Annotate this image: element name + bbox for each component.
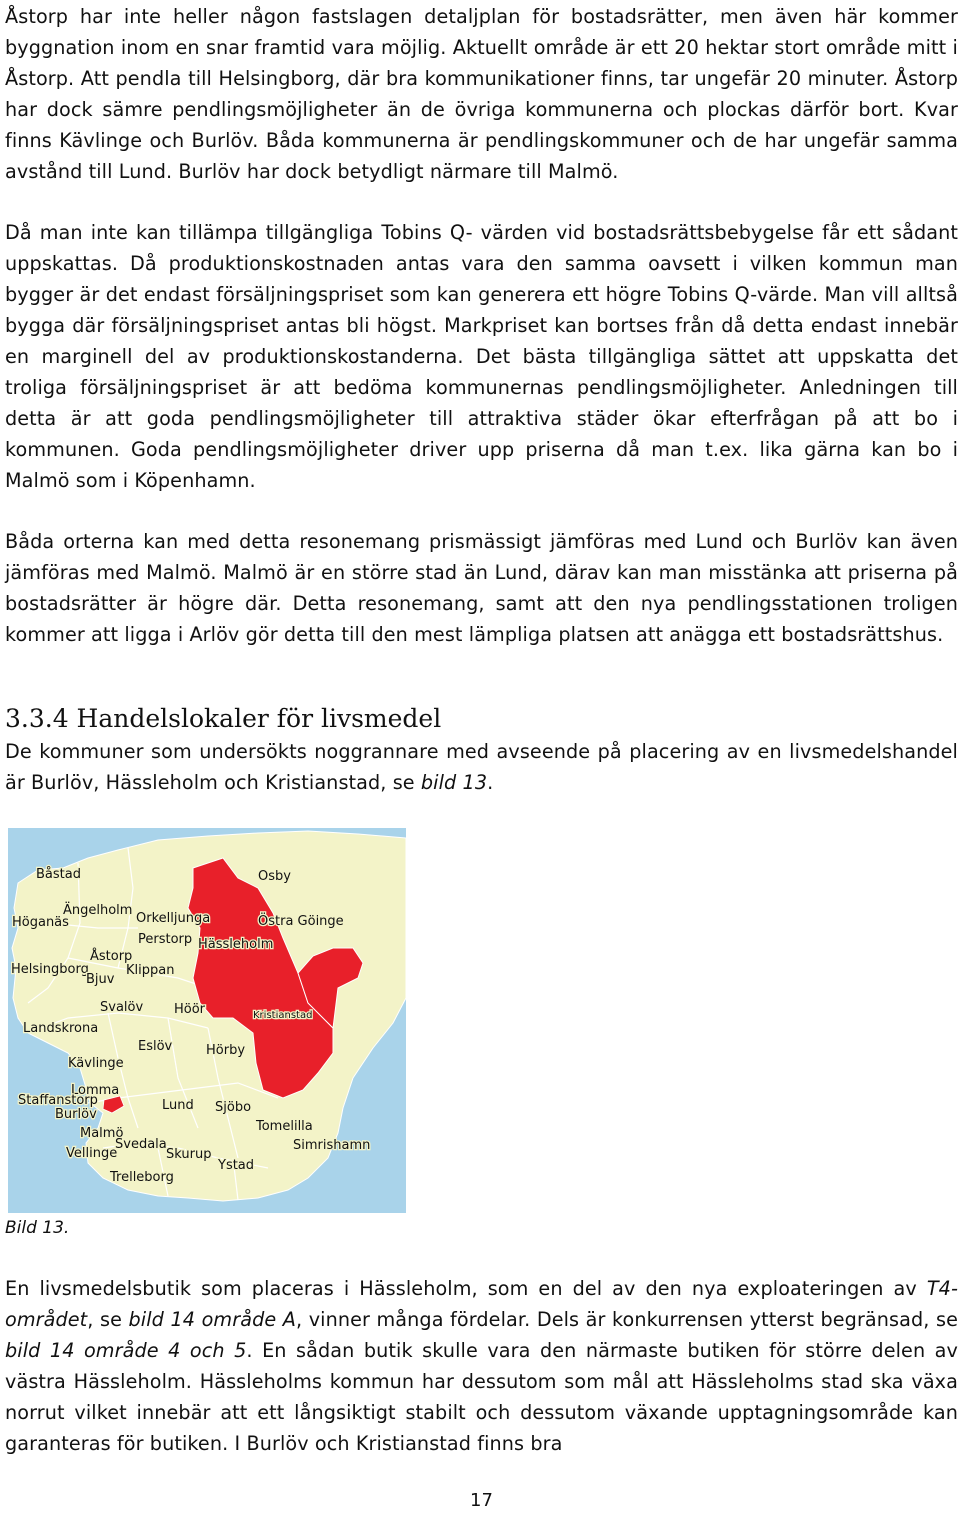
label-trelleborg: Trelleborg — [110, 1170, 174, 1185]
label-skurup: Skurup — [166, 1147, 212, 1162]
label-tomelilla: Tomelilla — [256, 1119, 313, 1134]
label-klippan: Klippan — [126, 963, 175, 978]
p5-text-b: , se — [87, 1308, 129, 1331]
label-simrishamn: Simrishamn — [293, 1138, 371, 1153]
label-perstorp: Perstorp — [138, 932, 193, 947]
label-svedala: Svedala — [115, 1137, 167, 1152]
label-helsingborg: Helsingborg — [11, 962, 89, 977]
figure-14-4-5-reference: bild 14 område 4 och 5 — [5, 1339, 247, 1362]
p4-end: . — [487, 771, 494, 794]
figure-14a-reference: bild 14 område A — [128, 1308, 296, 1331]
label-eslov: Eslöv — [138, 1039, 173, 1054]
label-bjuv: Bjuv — [86, 972, 115, 987]
label-orkelljunga: Orkelljunga — [136, 911, 211, 926]
label-hoganas: Höganäs — [12, 915, 69, 930]
label-horby: Hörby — [206, 1043, 246, 1058]
label-astorp: Åstorp — [90, 949, 133, 964]
p5-text-c: , vinner många fördelar. Dels är konkurrensen ytterst begränsad, se — [295, 1308, 958, 1331]
label-bastad: Båstad — [36, 867, 81, 882]
p4-text: De kommuner som undersökts noggrannare med avseende på placering av en livsmedelshandel är Burlöv, Hässleholm och Kristianstad, se — [5, 740, 958, 794]
label-lund: Lund — [162, 1098, 194, 1113]
paragraph-comparison: Båda orterna kan med detta resonemang prismässigt jämföras med Lund och Burlöv kan även jämföras med Malmö. Malmö är en större stad än Lund, därav kan man misstänka att priserna på bostadsrätter är högre där. Detta resonemang, samt att den nya pendlingsstationen troligen kommer att ligga i Arlöv gör detta till den mest lämpliga platsen att anägga ett bostadsrättshus. — [5, 530, 958, 646]
label-ostra-goinge: Östra Göinge — [258, 914, 344, 929]
paragraph-astorp: Åstorp har inte heller någon fastslagen detaljplan för bostadsrätter, men även här kommer byggnation inom en snar framtid vara möjlig. Aktuellt område är ett 20 hektar stort område mitt i Åstorp. Att pendla till Helsingborg, där bra kommunikationer finns, tar ungefär 20 minuter. Åstorp har dock sämre pendlingsmöjligheter än de övriga kommunerna och plockas därför bort. Kvar finns Kävlinge och Burlöv. Båda kommunerna är pendlingskommuner och de har ungefär samma avstånd till Lund. Burlöv har dock betydligt närmare till Malmö. — [5, 5, 958, 183]
figure-reference: bild 13 — [420, 771, 488, 794]
label-hassleholm: Hässleholm — [198, 937, 274, 952]
label-vellinge: Vellinge — [66, 1146, 118, 1161]
label-kavlinge: Kävlinge — [68, 1056, 124, 1071]
skane-municipality-map — [8, 828, 406, 1213]
label-lomma: Lomma — [71, 1083, 120, 1098]
label-svalov: Svalöv — [100, 1000, 144, 1015]
label-malmo: Malmö — [80, 1126, 124, 1141]
t4-reference: T4-området — [5, 1277, 958, 1331]
p5-text-a: En livsmedelsbutik som placeras i Hässleholm, som en del av den nya exploateringen av — [5, 1277, 927, 1300]
label-osby: Osby — [258, 869, 291, 884]
paragraph-hassleholm-store — [5, 1273, 958, 1459]
section-heading: 3.3.4 Handelslokaler för livsmedel — [5, 704, 442, 733]
p5-text-d: . En sådan butik skulle vara den närmaste butiken för större delen av västra Hässleholm. Hässleholms kommun har dessutom som mål att Hässleholms stad ska växa norrut vilket innebär att ett långsiktigt stabilt och dessutom växande upptagningsområde kan garanteras för butiken. I Burlöv och Kristianstad finns bra — [5, 1339, 958, 1455]
label-landskrona: Landskrona — [23, 1021, 99, 1036]
label-staffanstorp: Staffanstorp — [18, 1093, 98, 1108]
figure-caption: Bild 13. — [5, 1218, 70, 1238]
label-angelholm: Ängelholm — [63, 903, 133, 918]
label-kristianstad: Kristianstad — [253, 1010, 313, 1021]
label-hoor: Höör — [174, 1002, 206, 1017]
label-ystad: Ystad — [218, 1158, 255, 1173]
label-burlov: Burlöv — [55, 1107, 97, 1122]
label-sjobo: Sjöbo — [215, 1100, 252, 1115]
page-number: 17 — [470, 1490, 493, 1511]
paragraph-tobins-q: Då man inte kan tillämpa tillgängliga Tobins Q- värden vid bostadsrättsbebygelse får ett sådant uppskattas. Då produktionskostnaden antas vara den samma oavsett i vilken kommun man bygger är det endast försäljningspriset som kan generera ett högre Tobins Q-värde. Man vill alltså bygga där försäljningspriset antas bli högst. Markpriset kan bortses från då detta endast innebär en marginell del av produktionskostanderna. Det bästa tillgängliga sättet att uppskatta det troliga försäljningspriset är att bedöma kommunernas pendlingsmöjligheter. Anledningen till detta är att goda pendlingsmöjligheter till attraktiva städer ökar efterfrågan på att bo i kommunen. Goda pendlingsmöjligheter driver upp priserna då man t.ex. lika gärna kan bo i Malmö som i Köpenhamn. — [5, 221, 958, 492]
paragraph-municipalities — [5, 736, 958, 798]
